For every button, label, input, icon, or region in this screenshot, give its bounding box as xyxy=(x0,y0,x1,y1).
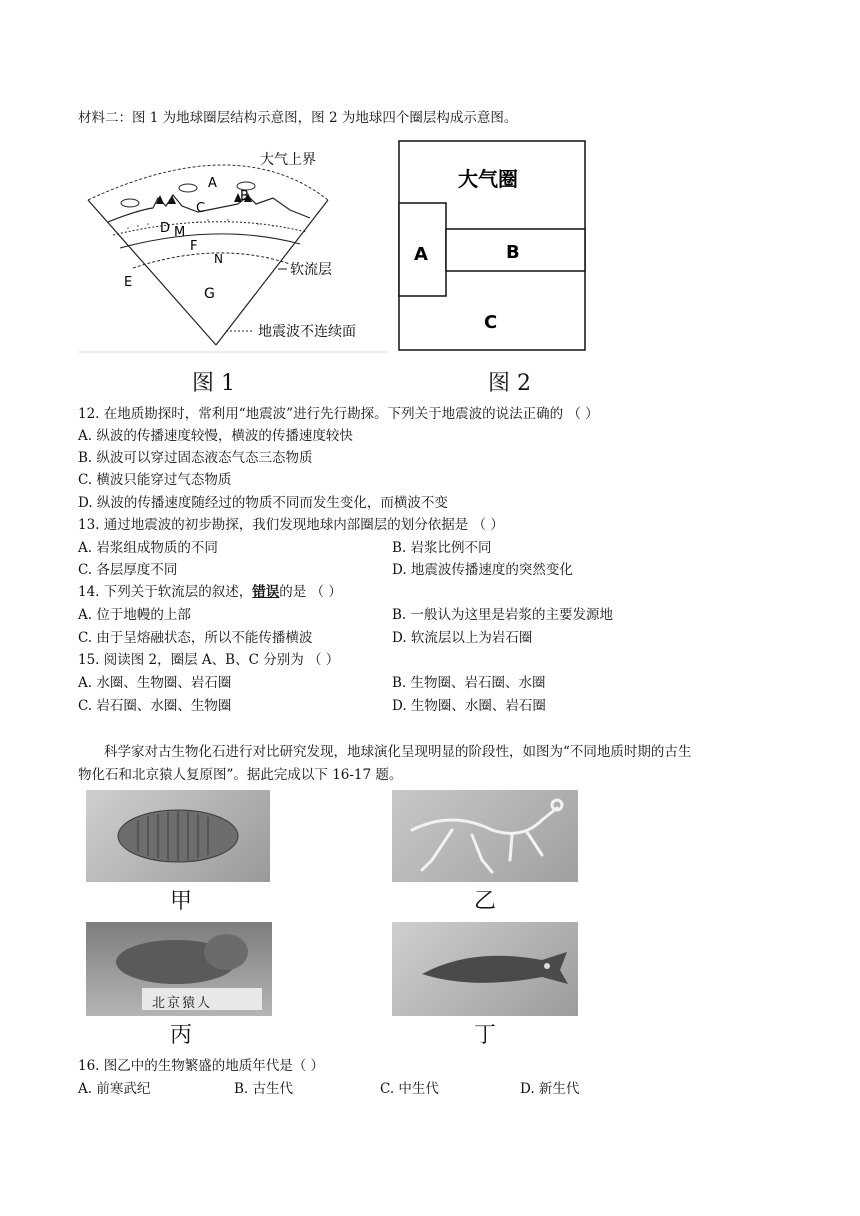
label-A: A xyxy=(414,244,428,265)
lithosphere-bottom xyxy=(120,234,300,248)
label-M: M xyxy=(174,225,186,240)
q14-option-c[interactable]: C. 由于呈熔融状态，所以不能传播横波 xyxy=(78,630,313,646)
label-atmosphere: 大气圈 xyxy=(458,167,518,191)
passage-line-2: 物化石和北京猿人复原图”。据此完成以下 16-17 题。 xyxy=(78,767,403,783)
label-D: D xyxy=(160,221,171,236)
photo-ding-fish-fossil xyxy=(392,922,578,1016)
label-C: C xyxy=(484,312,498,333)
material-intro: 材料二：图 1 为地球圈层结构示意图，图 2 为地球四个圈层构成示意图。 xyxy=(78,110,518,126)
moho-line xyxy=(113,222,306,235)
caption-yi: 乙 xyxy=(474,889,497,914)
q13-option-d[interactable]: D. 地震波传播速度的突然变化 xyxy=(392,562,573,578)
label-B: B xyxy=(240,189,249,204)
q16-option-b[interactable]: B. 古生代 xyxy=(234,1081,294,1097)
photo-jia-trilobite xyxy=(86,790,270,882)
figure-1-earth-layers xyxy=(78,140,388,355)
cloud-icon xyxy=(179,184,197,192)
label-asthenosphere: 软流层 xyxy=(290,262,332,278)
q13-stem: 13. 通过地震波的初步勘探，我们发现地球内部圈层的划分依据是 （ ） xyxy=(78,517,504,533)
q12-option-c[interactable]: C. 横波只能穿过气态物质 xyxy=(78,472,232,488)
q12-option-a[interactable]: A. 纵波的传播速度较慢，横波的传播速度较快 xyxy=(78,428,353,444)
label-discontinuity: 地震波不连续面 xyxy=(258,324,356,340)
q16-option-a[interactable]: A. 前寒武纪 xyxy=(78,1081,151,1097)
q14-option-b[interactable]: B. 一般认为这里是岩浆的主要发源地 xyxy=(392,607,614,623)
label-C: C xyxy=(196,201,206,216)
label-B: B xyxy=(506,242,520,263)
caption-bing: 丙 xyxy=(170,1023,193,1048)
q15-option-d[interactable]: D. 生物圈、水圈、岩石圈 xyxy=(392,698,546,714)
q13-option-a[interactable]: A. 岩浆组成物质的不同 xyxy=(78,540,218,556)
label-A: A xyxy=(208,176,217,191)
label-F: F xyxy=(190,239,198,254)
label-N: N xyxy=(214,252,223,266)
q14-option-d[interactable]: D. 软流层以上为岩石圈 xyxy=(392,630,533,646)
figure-2-caption: 图 2 xyxy=(488,371,531,396)
caption-ding: 丁 xyxy=(474,1023,497,1048)
emphasis-wrong: 错误 xyxy=(252,584,280,600)
q16-option-d[interactable]: D. 新生代 xyxy=(520,1081,580,1097)
cloud-icon xyxy=(121,199,139,207)
sector-left-edge xyxy=(88,200,216,345)
q12-stem: 12. 在地质勘探时，常利用“地震波”进行先行勘探。下列关于地震波的说法正确的 （ ） xyxy=(78,406,599,422)
figure-2-spheres xyxy=(398,140,588,352)
q15-option-a[interactable]: A. 水圈、生物圈、岩石圈 xyxy=(78,675,232,691)
q14-option-a[interactable]: A. 位于地幔的上部 xyxy=(78,607,191,623)
caption-jia: 甲 xyxy=(170,889,193,914)
q14-stem: 14. 下列关于软流层的叙述，错误的是 （ ） xyxy=(78,584,342,600)
surface-line xyxy=(108,195,310,222)
q16-stem: 16. 图乙中的生物繁盛的地质年代是（ ） xyxy=(78,1058,325,1074)
q15-option-c[interactable]: C. 岩石圈、水圈、生物圈 xyxy=(78,698,232,714)
label-G: G xyxy=(204,286,215,302)
photo-bing-peking-man xyxy=(86,922,272,1016)
label-E: E xyxy=(124,275,133,290)
q16-option-c[interactable]: C. 中生代 xyxy=(380,1081,439,1097)
q15-option-b[interactable]: B. 生物圈、岩石圈、水圈 xyxy=(392,675,546,691)
q13-option-b[interactable]: B. 岩浆比例不同 xyxy=(392,540,492,556)
sign-peking-man: 北京猿人 xyxy=(152,996,213,1011)
q15-stem: 15. 阅读图 2，圈层 A、B、C 分别为 （ ） xyxy=(78,652,340,668)
passage-line-1: 科学家对古生物化石进行对比研究发现，地球演化呈现明显的阶段性，如图为“不同地质时期的古生 xyxy=(104,744,692,760)
discontinuity-line xyxy=(133,253,290,268)
photo-yi-dinosaur-fossil xyxy=(392,790,578,882)
q12-option-b[interactable]: B. 纵波可以穿过固态液态气态三态物质 xyxy=(78,450,313,466)
label-top-boundary: 大气上界 xyxy=(260,152,316,168)
q13-option-c[interactable]: C. 各层厚度不同 xyxy=(78,562,178,578)
q12-option-d[interactable]: D. 纵波的传播速度随经过的物质不同而发生变化，而横波不变 xyxy=(78,495,448,511)
figure-1-caption: 图 1 xyxy=(192,371,235,396)
